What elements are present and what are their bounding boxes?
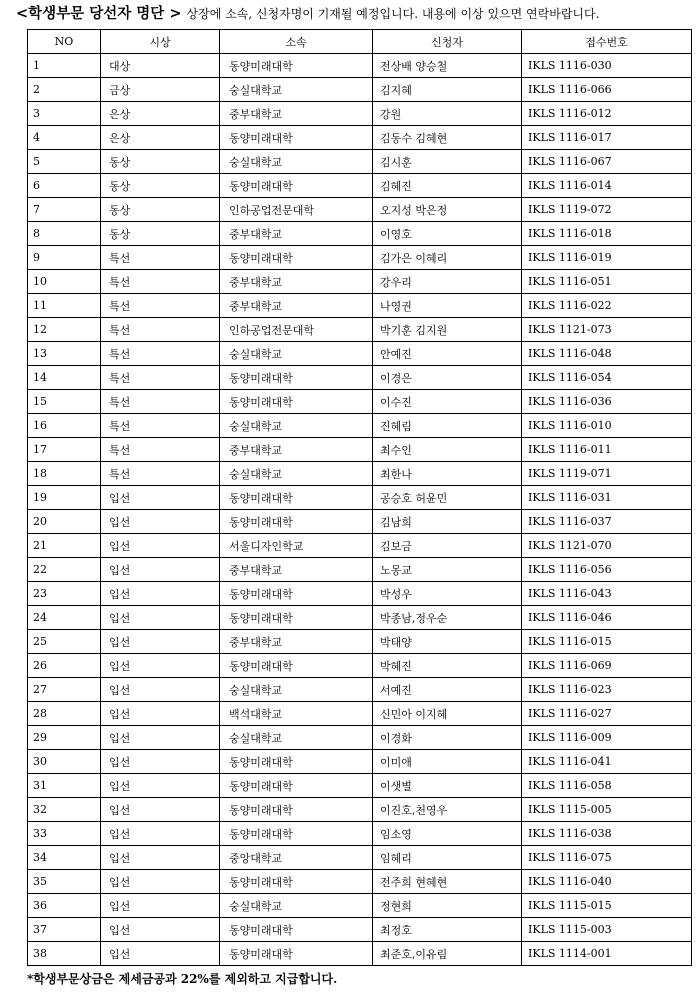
table-row <box>28 222 692 246</box>
cell-no: 35 <box>28 870 101 894</box>
cell-registration-no: IKLS 1116-056 <box>522 558 692 582</box>
cell-registration-no: IKLS 1116-019 <box>522 246 692 270</box>
cell-registration-no: IKLS 1116-030 <box>522 54 692 78</box>
cell-applicant: 강원 <box>373 102 522 126</box>
table-row <box>28 630 692 654</box>
cell-affiliation: 숭실대학교 <box>220 414 373 438</box>
cell-applicant: 이영호 <box>373 222 522 246</box>
cell-registration-no: IKLS 1116-027 <box>522 702 692 726</box>
cell-no: 9 <box>28 246 101 270</box>
column-header-affiliation: 소속 <box>220 30 373 54</box>
table-row <box>28 918 692 942</box>
cell-no: 1 <box>28 54 101 78</box>
column-header-no: NO <box>28 30 101 54</box>
cell-no: 5 <box>28 150 101 174</box>
cell-no: 30 <box>28 750 101 774</box>
cell-affiliation: 중부대학교 <box>220 294 373 318</box>
cell-registration-no: IKLS 1116-018 <box>522 222 692 246</box>
cell-no: 12 <box>28 318 101 342</box>
cell-applicant: 김지혜 <box>373 78 522 102</box>
cell-affiliation: 숭실대학교 <box>220 462 373 486</box>
cell-affiliation: 백석대학교 <box>220 702 373 726</box>
cell-applicant: 이미애 <box>373 750 522 774</box>
table-row <box>28 510 692 534</box>
cell-applicant: 이수진 <box>373 390 522 414</box>
cell-registration-no: IKLS 1116-046 <box>522 606 692 630</box>
cell-applicant: 서예진 <box>373 678 522 702</box>
cell-award: 동상 <box>101 174 220 198</box>
cell-no: 17 <box>28 438 101 462</box>
cell-applicant: 이경은 <box>373 366 522 390</box>
table-row <box>28 318 692 342</box>
cell-applicant: 최한나 <box>373 462 522 486</box>
cell-applicant: 최정호 <box>373 918 522 942</box>
column-header-award: 시상 <box>101 30 220 54</box>
table-row <box>28 78 692 102</box>
cell-registration-no: IKLS 1116-036 <box>522 390 692 414</box>
cell-applicant: 오지성 박은정 <box>373 198 522 222</box>
table-row <box>28 582 692 606</box>
cell-affiliation: 숭실대학교 <box>220 894 373 918</box>
cell-affiliation: 중부대학교 <box>220 222 373 246</box>
cell-affiliation: 중부대학교 <box>220 102 373 126</box>
cell-award: 특선 <box>101 366 220 390</box>
cell-award: 입선 <box>101 702 220 726</box>
cell-award: 동상 <box>101 198 220 222</box>
cell-applicant: 최수인 <box>373 438 522 462</box>
cell-affiliation: 동양미래대학 <box>220 126 373 150</box>
cell-award: 특선 <box>101 342 220 366</box>
cell-award: 입선 <box>101 942 220 966</box>
footnote: *학생부문상금은 제세금공과 22%를 제외하고 지급합니다. <box>27 972 338 986</box>
cell-award: 입선 <box>101 822 220 846</box>
table-row <box>28 558 692 582</box>
cell-affiliation: 동양미래대학 <box>220 510 373 534</box>
cell-affiliation: 동양미래대학 <box>220 774 373 798</box>
cell-affiliation: 숭실대학교 <box>220 342 373 366</box>
cell-affiliation: 동양미래대학 <box>220 822 373 846</box>
cell-affiliation: 동양미래대학 <box>220 654 373 678</box>
cell-registration-no: IKLS 1116-041 <box>522 750 692 774</box>
cell-affiliation: 동양미래대학 <box>220 582 373 606</box>
cell-affiliation: 중부대학교 <box>220 270 373 294</box>
cell-no: 25 <box>28 630 101 654</box>
table-row <box>28 342 692 366</box>
cell-affiliation: 동양미래대학 <box>220 390 373 414</box>
cell-award: 입선 <box>101 918 220 942</box>
cell-no: 11 <box>28 294 101 318</box>
cell-applicant: 전주희 현혜현 <box>373 870 522 894</box>
cell-registration-no: IKLS 1116-067 <box>522 150 692 174</box>
cell-registration-no: IKLS 1116-043 <box>522 582 692 606</box>
page-heading <box>16 3 696 25</box>
cell-registration-no: IKLS 1116-075 <box>522 846 692 870</box>
table-row <box>28 294 692 318</box>
cell-no: 3 <box>28 102 101 126</box>
table-row <box>28 390 692 414</box>
table-row <box>28 894 692 918</box>
cell-applicant: 김보금 <box>373 534 522 558</box>
cell-applicant: 임소영 <box>373 822 522 846</box>
table-header-row <box>28 30 692 54</box>
cell-registration-no: IKLS 1121-070 <box>522 534 692 558</box>
cell-no: 22 <box>28 558 101 582</box>
cell-affiliation: 동양미래대학 <box>220 366 373 390</box>
table-row <box>28 126 692 150</box>
cell-award: 특선 <box>101 438 220 462</box>
table-row <box>28 414 692 438</box>
cell-applicant: 이진호,천영우 <box>373 798 522 822</box>
table-row <box>28 198 692 222</box>
cell-registration-no: IKLS 1115-003 <box>522 918 692 942</box>
cell-award: 특선 <box>101 414 220 438</box>
cell-award: 특선 <box>101 270 220 294</box>
table-row <box>28 174 692 198</box>
cell-award: 입선 <box>101 654 220 678</box>
cell-registration-no: IKLS 1114-001 <box>522 942 692 966</box>
cell-affiliation: 서울디자인학교 <box>220 534 373 558</box>
column-header-applicant: 신청자 <box>373 30 522 54</box>
cell-applicant: 박혜진 <box>373 654 522 678</box>
cell-award: 입선 <box>101 630 220 654</box>
cell-registration-no: IKLS 1116-069 <box>522 654 692 678</box>
cell-award: 입선 <box>101 678 220 702</box>
cell-applicant: 이샛별 <box>373 774 522 798</box>
cell-applicant: 강우리 <box>373 270 522 294</box>
table-row <box>28 246 692 270</box>
cell-registration-no: IKLS 1116-012 <box>522 102 692 126</box>
cell-registration-no: IKLS 1116-037 <box>522 510 692 534</box>
cell-no: 10 <box>28 270 101 294</box>
cell-award: 입선 <box>101 798 220 822</box>
cell-award: 특선 <box>101 246 220 270</box>
cell-registration-no: IKLS 1116-048 <box>522 342 692 366</box>
cell-affiliation: 동양미래대학 <box>220 486 373 510</box>
table-row <box>28 750 692 774</box>
cell-applicant: 공승호 허윤민 <box>373 486 522 510</box>
cell-award: 은상 <box>101 102 220 126</box>
cell-no: 31 <box>28 774 101 798</box>
cell-affiliation: 동양미래대학 <box>220 750 373 774</box>
table-row <box>28 606 692 630</box>
cell-no: 15 <box>28 390 101 414</box>
cell-applicant: 박종남,정우순 <box>373 606 522 630</box>
cell-registration-no: IKLS 1116-022 <box>522 294 692 318</box>
cell-applicant: 임혜리 <box>373 846 522 870</box>
cell-registration-no: IKLS 1116-031 <box>522 486 692 510</box>
cell-award: 동상 <box>101 222 220 246</box>
column-header-registration: 접수번호 <box>522 30 692 54</box>
cell-award: 특선 <box>101 318 220 342</box>
cell-affiliation: 중앙대학교 <box>220 846 373 870</box>
cell-award: 입선 <box>101 894 220 918</box>
cell-no: 28 <box>28 702 101 726</box>
cell-registration-no: IKLS 1116-015 <box>522 630 692 654</box>
cell-affiliation: 동양미래대학 <box>220 606 373 630</box>
cell-no: 38 <box>28 942 101 966</box>
table-row <box>28 54 692 78</box>
cell-no: 32 <box>28 798 101 822</box>
cell-no: 37 <box>28 918 101 942</box>
cell-registration-no: IKLS 1115-005 <box>522 798 692 822</box>
cell-award: 동상 <box>101 150 220 174</box>
cell-registration-no: IKLS 1116-058 <box>522 774 692 798</box>
cell-applicant: 박성우 <box>373 582 522 606</box>
cell-affiliation: 동양미래대학 <box>220 870 373 894</box>
page-title: <학생부문 당선자 명단 > <box>16 5 182 22</box>
cell-award: 특선 <box>101 294 220 318</box>
cell-award: 금상 <box>101 78 220 102</box>
cell-registration-no: IKLS 1116-017 <box>522 126 692 150</box>
cell-applicant: 노몽교 <box>373 558 522 582</box>
cell-no: 33 <box>28 822 101 846</box>
cell-affiliation: 동양미래대학 <box>220 54 373 78</box>
table-row <box>28 846 692 870</box>
cell-no: 14 <box>28 366 101 390</box>
cell-award: 입선 <box>101 582 220 606</box>
cell-applicant: 진혜림 <box>373 414 522 438</box>
cell-applicant: 김가은 이혜리 <box>373 246 522 270</box>
cell-applicant: 정현희 <box>373 894 522 918</box>
cell-affiliation: 중부대학교 <box>220 558 373 582</box>
cell-affiliation: 중부대학교 <box>220 630 373 654</box>
cell-no: 18 <box>28 462 101 486</box>
winners-table <box>27 29 692 966</box>
cell-registration-no: IKLS 1119-072 <box>522 198 692 222</box>
cell-applicant: 나영권 <box>373 294 522 318</box>
cell-affiliation: 동양미래대학 <box>220 246 373 270</box>
cell-no: 7 <box>28 198 101 222</box>
table-row <box>28 870 692 894</box>
cell-applicant: 최준호,이유림 <box>373 942 522 966</box>
cell-affiliation: 동양미래대학 <box>220 798 373 822</box>
cell-award: 입선 <box>101 846 220 870</box>
cell-registration-no: IKLS 1116-023 <box>522 678 692 702</box>
cell-applicant: 김시훈 <box>373 150 522 174</box>
cell-no: 27 <box>28 678 101 702</box>
cell-award: 입선 <box>101 558 220 582</box>
table-row <box>28 702 692 726</box>
cell-no: 23 <box>28 582 101 606</box>
cell-applicant: 박태양 <box>373 630 522 654</box>
table-row <box>28 822 692 846</box>
table-body <box>28 54 692 966</box>
cell-registration-no: IKLS 1116-009 <box>522 726 692 750</box>
cell-applicant: 김남희 <box>373 510 522 534</box>
cell-registration-no: IKLS 1116-010 <box>522 414 692 438</box>
table-row <box>28 486 692 510</box>
cell-award: 입선 <box>101 870 220 894</box>
cell-affiliation: 숭실대학교 <box>220 678 373 702</box>
cell-no: 2 <box>28 78 101 102</box>
table-row <box>28 678 692 702</box>
cell-no: 36 <box>28 894 101 918</box>
cell-applicant: 박기훈 김지원 <box>373 318 522 342</box>
table-row <box>28 366 692 390</box>
table-row <box>28 462 692 486</box>
table-row <box>28 534 692 558</box>
cell-award: 입선 <box>101 726 220 750</box>
cell-award: 입선 <box>101 486 220 510</box>
table-row <box>28 654 692 678</box>
cell-affiliation: 중부대학교 <box>220 438 373 462</box>
cell-no: 6 <box>28 174 101 198</box>
cell-no: 26 <box>28 654 101 678</box>
cell-no: 13 <box>28 342 101 366</box>
cell-award: 입선 <box>101 774 220 798</box>
table-row <box>28 798 692 822</box>
cell-registration-no: IKLS 1116-038 <box>522 822 692 846</box>
cell-applicant: 전상배 양승철 <box>373 54 522 78</box>
notice-text: 상장에 소속, 신청자명이 기재될 예정입니다. 내용에 이상 있으면 연락바랍니다. <box>186 7 600 21</box>
cell-affiliation: 숭실대학교 <box>220 78 373 102</box>
table-row <box>28 438 692 462</box>
cell-no: 16 <box>28 414 101 438</box>
cell-award: 특선 <box>101 390 220 414</box>
cell-affiliation: 숭실대학교 <box>220 726 373 750</box>
table-row <box>28 774 692 798</box>
cell-registration-no: IKLS 1116-014 <box>522 174 692 198</box>
cell-applicant: 김동수 김혜현 <box>373 126 522 150</box>
cell-applicant: 신민아 이지혜 <box>373 702 522 726</box>
cell-affiliation: 숭실대학교 <box>220 150 373 174</box>
table-row <box>28 102 692 126</box>
cell-award: 입선 <box>101 750 220 774</box>
table-row <box>28 270 692 294</box>
cell-no: 29 <box>28 726 101 750</box>
cell-applicant: 안예진 <box>373 342 522 366</box>
cell-registration-no: IKLS 1116-040 <box>522 870 692 894</box>
cell-registration-no: IKLS 1116-011 <box>522 438 692 462</box>
cell-affiliation: 동양미래대학 <box>220 942 373 966</box>
cell-affiliation: 동양미래대학 <box>220 918 373 942</box>
cell-award: 특선 <box>101 462 220 486</box>
cell-applicant: 이경화 <box>373 726 522 750</box>
cell-award: 입선 <box>101 606 220 630</box>
cell-registration-no: IKLS 1116-066 <box>522 78 692 102</box>
cell-award: 입선 <box>101 534 220 558</box>
cell-no: 34 <box>28 846 101 870</box>
cell-no: 24 <box>28 606 101 630</box>
cell-affiliation: 인하공업전문대학 <box>220 318 373 342</box>
cell-no: 21 <box>28 534 101 558</box>
cell-no: 8 <box>28 222 101 246</box>
cell-registration-no: IKLS 1119-071 <box>522 462 692 486</box>
cell-no: 20 <box>28 510 101 534</box>
cell-registration-no: IKLS 1116-051 <box>522 270 692 294</box>
cell-affiliation: 동양미래대학 <box>220 174 373 198</box>
cell-registration-no: IKLS 1116-054 <box>522 366 692 390</box>
cell-award: 대상 <box>101 54 220 78</box>
cell-no: 19 <box>28 486 101 510</box>
cell-registration-no: IKLS 1115-015 <box>522 894 692 918</box>
cell-affiliation: 인하공업전문대학 <box>220 198 373 222</box>
cell-no: 4 <box>28 126 101 150</box>
cell-registration-no: IKLS 1121-073 <box>522 318 692 342</box>
table-row <box>28 150 692 174</box>
cell-award: 은상 <box>101 126 220 150</box>
cell-award: 입선 <box>101 510 220 534</box>
table-row <box>28 942 692 966</box>
cell-applicant: 김혜진 <box>373 174 522 198</box>
table-row <box>28 726 692 750</box>
